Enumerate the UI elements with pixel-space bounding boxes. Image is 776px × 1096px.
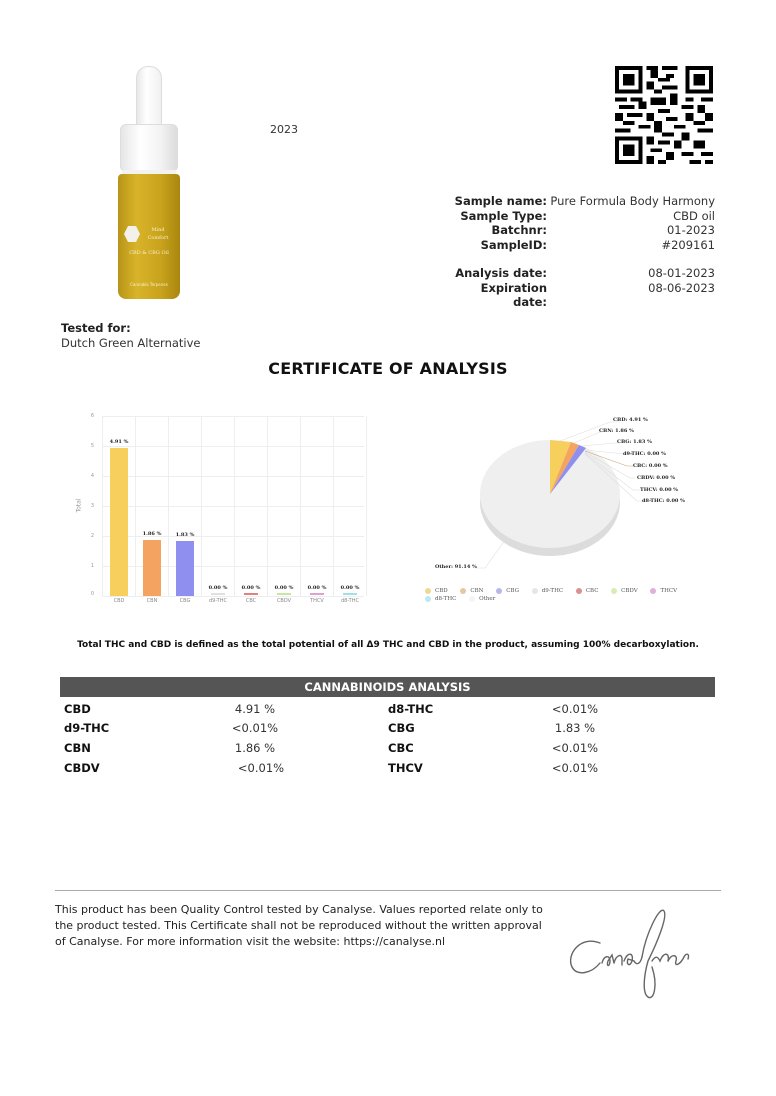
legend-label: CBN <box>470 588 484 594</box>
qr-code-icon <box>615 66 713 164</box>
pie-label-other: Other: 91.14 % <box>435 564 477 570</box>
bar-cbd <box>110 448 128 596</box>
page-title <box>0 359 776 378</box>
compound-value: 1.83 % <box>554 721 596 735</box>
compound-name: CBD <box>64 702 91 716</box>
legend-label: CBDV <box>621 588 638 594</box>
legend-label: CBG <box>506 588 519 594</box>
product-label-footer: Cannabis Terpenes <box>130 282 168 287</box>
bar-value-label: 0.00 % <box>340 585 360 591</box>
bar-value-label: 1.83 % <box>175 532 195 538</box>
compound-value: <0.01% <box>231 721 279 735</box>
y-tick: 3 <box>90 503 94 509</box>
y-tick: 0 <box>90 591 94 597</box>
legend-item-cbc[interactable] <box>576 588 599 594</box>
bar-d9-thc <box>211 593 225 595</box>
gridline <box>102 506 364 507</box>
legend-label: d9-THC <box>541 588 564 594</box>
gridline <box>267 416 268 596</box>
y-tick: 4 <box>90 473 94 479</box>
x-tick: d9-THC <box>208 598 227 604</box>
bar-cbdv <box>277 593 291 595</box>
bar-cbn <box>143 540 161 596</box>
x-tick: CBDV <box>276 598 292 604</box>
x-tick: THCV <box>310 598 324 604</box>
legend-dot-icon <box>496 588 502 594</box>
legend-item-cbd[interactable] <box>425 588 448 594</box>
tested-for-label: Tested for: <box>61 321 131 335</box>
sample-id-label: SampleID: <box>480 237 547 252</box>
gridline <box>234 416 235 596</box>
product-label-name <box>140 226 176 242</box>
pie-label-d8-thc: d8-THC: 0.00 % <box>642 498 685 504</box>
expiration-date-value: 08-06-2023 <box>648 280 715 295</box>
legend-label: Other <box>479 596 496 602</box>
table-row <box>64 761 714 780</box>
bar-value-label: 4.91 % <box>109 439 129 445</box>
gridline <box>102 416 364 417</box>
sample-type-row <box>445 209 715 224</box>
pie-label-cbc: CBC: 0.00 % <box>633 463 668 469</box>
expiration-date-row <box>445 281 715 310</box>
legend-item-thcv[interactable] <box>650 588 677 594</box>
gridline <box>102 596 364 597</box>
bar-thcv <box>310 593 324 595</box>
gridline <box>300 416 301 596</box>
label-line-2: Comfort <box>147 235 169 241</box>
compound-value: 4.91 % <box>234 702 276 716</box>
compound-value: <0.01% <box>551 761 599 775</box>
pie-label-d9-thc: d9-THC: 0.00 % <box>623 451 666 457</box>
compound-name: THCV <box>388 761 423 775</box>
canalyse-signature-icon <box>560 905 700 1000</box>
tested-for-value: Dutch Green Alternative <box>61 336 201 350</box>
bar-value-label: 0.00 % <box>307 585 327 591</box>
compound-name: CBC <box>388 741 414 755</box>
gridline <box>201 416 202 596</box>
x-tick: CBG <box>179 598 191 604</box>
bar-value-label: 0.00 % <box>274 585 294 591</box>
bar-value-label: 0.00 % <box>241 585 261 591</box>
compound-name: CBG <box>388 721 415 735</box>
legend-dot-icon <box>425 588 431 594</box>
pie-label-cbdv: CBDV: 0.00 % <box>637 475 676 481</box>
hexagon-logo-icon <box>124 226 140 242</box>
legend-dot-icon <box>532 588 538 594</box>
dropper-tip <box>136 66 162 128</box>
legend-dot-icon <box>425 596 431 602</box>
compound-name: CBDV <box>64 761 100 775</box>
x-tick: d8-THC <box>340 598 359 604</box>
legend-dot-icon <box>469 596 475 602</box>
legend-item-cbg[interactable] <box>496 588 519 594</box>
legend-dot-icon <box>460 588 466 594</box>
bar-cbc <box>244 593 258 595</box>
analysis-date-label: Analysis date: <box>455 266 547 280</box>
pie-label-cbg: CBG: 1.83 % <box>617 439 652 445</box>
legend-dot-icon <box>650 588 656 594</box>
legend-dot-icon <box>576 588 582 594</box>
bar-d8-thc <box>343 593 357 595</box>
legend-dot-icon <box>611 588 617 594</box>
table-row <box>64 721 714 740</box>
gridline <box>102 476 364 477</box>
compound-value: <0.01% <box>551 741 599 755</box>
pie-legend <box>425 588 715 604</box>
legend-label: d8-THC <box>435 596 457 602</box>
x-tick: CBC <box>245 598 257 604</box>
legend-label: THCV <box>660 588 678 594</box>
gridline <box>333 416 334 596</box>
compound-name: CBN <box>64 741 91 755</box>
compound-value: <0.01% <box>551 702 599 716</box>
cannabinoids-analysis-header: CANNABINOIDS ANALYSIS <box>60 677 715 697</box>
x-tick: CBN <box>146 598 158 604</box>
compound-value: <0.01% <box>237 761 285 775</box>
pie-chart <box>415 410 715 610</box>
y-tick: 2 <box>90 533 94 539</box>
compound-name: d8-THC <box>388 702 434 716</box>
pie-label-thcv: THCV: 0.00 % <box>640 487 679 493</box>
footer-disclaimer: This product has been Quality Control tested by Canalyse. Values reported relate only to the product tested. This Certificate shall not be reproduced without the written approval of Canalyse. For more information visit the website: https://canalyse.nl <box>55 903 543 948</box>
batch-label: Batchnr: <box>491 223 547 237</box>
legend-item-d8-thc[interactable] <box>425 596 456 602</box>
bar-chart <box>70 410 370 610</box>
bar-value-label: 0.00 % <box>208 585 228 591</box>
y-axis-label: Total <box>75 498 83 513</box>
pie-label-cbn: CBN: 1.86 % <box>599 428 634 434</box>
sample-name-value: Pure Formula Body Harmony <box>550 194 715 208</box>
label-line-1: Mind <box>151 227 165 233</box>
bar-value-label: 1.86 % <box>142 531 162 537</box>
batch-row <box>445 223 715 238</box>
analysis-date-row <box>445 266 715 281</box>
compound-name: d9-THC <box>64 721 110 735</box>
batch-value: 01-2023 <box>666 223 715 237</box>
compound-value: 1.86 % <box>234 741 276 755</box>
sample-type-label: Sample Type: <box>460 208 547 223</box>
page-title-text: CERTIFICATE OF ANALYSIS <box>268 359 508 378</box>
table-row <box>64 741 714 760</box>
table-row <box>64 702 714 721</box>
gridline <box>102 446 364 447</box>
product-image <box>118 66 180 301</box>
bottle-body <box>118 174 180 299</box>
y-tick: 5 <box>90 443 94 449</box>
total-thc-cbd-note: Total THC and CBD is defined as the total potential of all Δ9 THC and CBD in the product, assuming 100% decarboxylation. <box>77 640 699 650</box>
legend-label: CBD <box>435 588 448 594</box>
legend-item-d9-thc[interactable] <box>532 588 563 594</box>
gridline <box>168 416 169 596</box>
legend-label: CBC <box>585 588 599 594</box>
legend-item-cbn[interactable] <box>460 588 483 594</box>
sample-name-row <box>445 194 715 209</box>
report-year: 2023 <box>270 123 298 136</box>
sample-id-row <box>445 238 715 253</box>
spacer <box>445 252 715 266</box>
bottle-cap <box>120 124 178 172</box>
x-tick: CBD <box>113 598 125 604</box>
sample-info <box>445 194 715 310</box>
analysis-date-value: 08-01-2023 <box>648 266 715 280</box>
legend-item-other[interactable] <box>469 596 495 602</box>
bar-cbg <box>176 541 194 596</box>
expiration-date-label: Expiration date: <box>480 280 547 309</box>
y-tick: 1 <box>90 563 94 569</box>
gridline <box>366 416 367 596</box>
sample-type-value: CBD oil <box>673 208 715 223</box>
gridline <box>102 566 364 567</box>
sample-name-label: Sample name: <box>454 194 547 208</box>
y-tick: 6 <box>90 413 94 419</box>
pie-label-cbd: CBD: 4.91 % <box>613 417 648 423</box>
product-label-type: CBD & CBG Oil <box>129 250 169 256</box>
sample-id-value: #209161 <box>661 237 715 252</box>
footer-divider <box>55 890 721 891</box>
legend-item-cbdv[interactable] <box>611 588 638 594</box>
